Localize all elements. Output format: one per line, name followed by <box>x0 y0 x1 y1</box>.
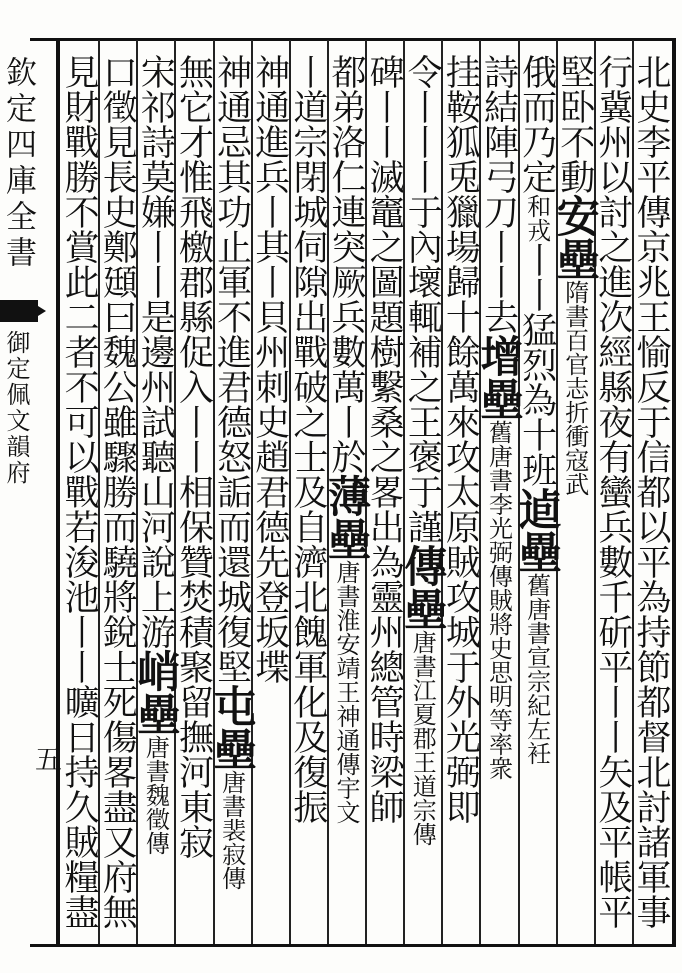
fish-tail-mark <box>0 300 38 322</box>
source-note: 唐書淮安靖王神通傳宇文 <box>331 560 360 824</box>
body-text: 神通忌其功止軍不進君德怒詬而還城復堅 <box>211 54 252 684</box>
body-text: 碑 <box>364 54 405 89</box>
body-text: 丨 <box>249 194 290 229</box>
body-text: 去 <box>478 299 519 334</box>
body-text: 丨道宗閉城伺隙出戰破之 <box>287 54 328 439</box>
body-text: 詩結陣弓刀 <box>478 54 519 229</box>
body-text: 丨丨 <box>478 229 519 299</box>
bottom-border <box>30 944 675 947</box>
body-text: 口徵見長史鄭頲曰魏公雖驟勝而驍將銳士死傷畧盡又府無 <box>97 54 138 929</box>
source-note: 隋書百官志折衝寇武 <box>560 280 589 496</box>
body-text: 相保贊焚積聚 <box>173 474 214 684</box>
body-text: 丨 <box>249 264 290 299</box>
text-column <box>591 54 635 934</box>
body-text: 於 <box>325 439 366 474</box>
body-text: 行冀州以討之進次經縣夜有蠻兵數千斫平 <box>592 54 633 684</box>
body-text: 神通進兵 <box>249 54 290 194</box>
body-text: 其 <box>249 229 290 264</box>
source-note: 舊唐書宣宗紀左衽 <box>522 573 551 765</box>
source-note: 唐書裴寂傳 <box>217 770 246 890</box>
source-note: 和戎 <box>522 194 551 242</box>
text-column <box>629 54 673 934</box>
body-text: 北史李平傳京兆王愉反于信都以平為持節都督北討諸軍事 <box>630 54 671 929</box>
body-text: 于內壞輒補之王褒于謹 <box>402 194 443 544</box>
body-text: 矢及平帳平 <box>592 754 633 929</box>
text-column <box>130 54 181 934</box>
body-text: 十餘萬來攻太原賊攻城于外光弼即 <box>440 299 481 824</box>
body-text: 都弟洛仁連突厥兵數萬 <box>325 54 366 404</box>
book-title: 欽定四庫全書 <box>0 56 36 272</box>
body-text: 貝州刺史趙君德先登坂堞 <box>249 299 290 684</box>
text-column <box>286 54 330 934</box>
body-text: 出為靈州總管時梁師 <box>364 509 405 824</box>
body-text: 留撫河東寂 <box>173 684 214 859</box>
source-note: 唐書魏徵傳 <box>141 735 170 855</box>
text-column <box>57 54 101 934</box>
headword: 傳壘 <box>397 544 448 630</box>
headword: 安壘 <box>549 194 600 280</box>
text-column <box>95 54 139 934</box>
top-border <box>30 38 675 41</box>
page-number: 五 <box>30 745 61 772</box>
body-text: 俄而乃定 <box>516 54 557 194</box>
body-text: 堅卧不動 <box>554 54 595 194</box>
headword: 峭壘 <box>130 649 181 735</box>
body-text: 是邊州試聽山河說上游 <box>135 299 176 649</box>
headword: 薄壘 <box>320 474 371 560</box>
headword: 增壘 <box>473 334 524 420</box>
body-text: 丨丨猛烈為十班 <box>516 242 557 487</box>
text-column <box>438 54 482 934</box>
body-text: 挂鞍狐兎獵場歸 <box>440 54 481 299</box>
body-text: 丨丨 <box>364 89 405 159</box>
body-text: 丨丨 <box>592 684 633 754</box>
body-text: 宋祁詩莫嫌 <box>135 54 176 229</box>
text-column <box>206 54 257 934</box>
body-text: 曠日持久賊糧盡 <box>59 684 100 929</box>
text-column <box>397 54 448 934</box>
body-text: 丨丨 <box>135 229 176 299</box>
body-text: 滅竈之圖題樹繫桑之畧 <box>364 159 405 509</box>
body-text: 丨 <box>325 404 366 439</box>
body-text: 丨丨丨 <box>402 89 443 194</box>
text-column <box>473 54 524 934</box>
book-subtitle: 御定佩文韻府 <box>2 330 30 486</box>
body-text: 丨丨 <box>173 404 214 474</box>
headword: 屯壘 <box>206 684 257 770</box>
body-text: 丨丨 <box>59 614 100 684</box>
body-text: 士及自濟北餽軍化及復振 <box>287 439 328 824</box>
body-text: 令 <box>402 54 443 89</box>
source-note: 唐書江夏郡王道宗傳 <box>408 630 437 846</box>
text-column <box>171 54 215 934</box>
text-column <box>320 54 371 934</box>
headword: 逌壘 <box>511 487 562 573</box>
text-column <box>511 54 562 934</box>
body-text: 見財戰勝不賞此二者不可以戰若浚池 <box>59 54 100 614</box>
body-text: 無它才惟飛檄郡縣促入 <box>173 54 214 404</box>
source-note: 舊唐書李光弼傳賊將史思明等率衆 <box>484 420 513 780</box>
text-column <box>248 54 292 934</box>
